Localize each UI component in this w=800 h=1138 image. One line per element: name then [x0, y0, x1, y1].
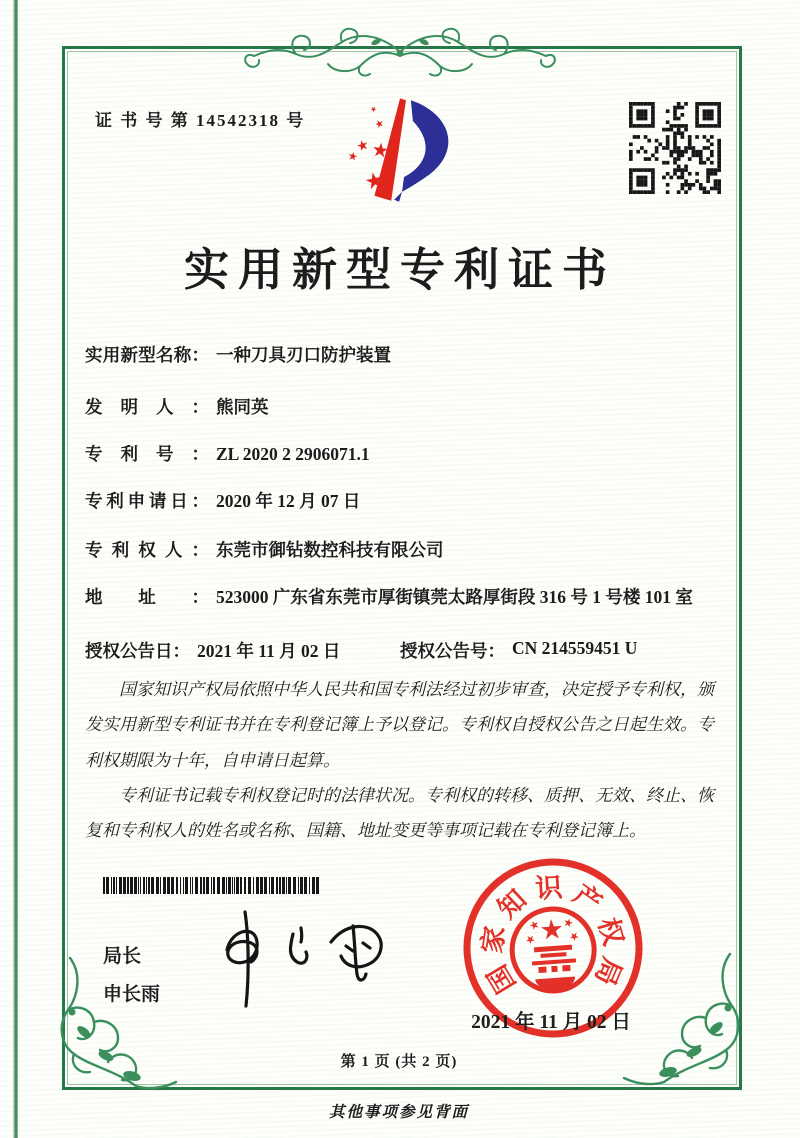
- field-row-address: [85, 584, 719, 611]
- qr-code-icon: [629, 102, 721, 194]
- legal-text-block: [85, 672, 721, 849]
- field-row-patent-number: [85, 441, 719, 468]
- grant-info-row: [85, 638, 719, 663]
- field-value: ZL 2020 2 2906071.1: [216, 444, 370, 464]
- field-row-inventor: [85, 394, 719, 421]
- grant-number-group: [400, 638, 719, 663]
- field-label: 实用新型名称：: [85, 345, 209, 365]
- certificate-title: 实用新型专利证书: [183, 245, 616, 295]
- seal-ring-char: 知: [491, 883, 533, 925]
- certificate-number: 证 书 号 第 14542318 号: [95, 111, 306, 130]
- seal-ring-char: 家: [476, 924, 511, 956]
- page-number: 第 1 页 (共 2 页): [340, 1054, 458, 1070]
- field-value: 2020 年 12 月 07 日: [216, 491, 361, 511]
- top-flourish-ornament-icon: [230, 22, 570, 78]
- legal-paragraph-2: 专利证书记载专利权登记时的法律状况。专利权的转移、质押、无效、终止、恢复和专利权人的姓名或名称、国籍、地址变更等事项记载在专利登记簿上。: [85, 786, 714, 841]
- field-label: 专利权人：: [85, 540, 209, 560]
- seal-ring-char: 识: [534, 872, 564, 905]
- seal-ring-char: 产: [567, 878, 608, 919]
- field-label: 发明人：: [85, 397, 209, 417]
- grant-date-group: [85, 638, 400, 663]
- field-value: 东莞市御钻数控科技有限公司: [216, 540, 444, 560]
- scan-edge-strip: [13, 0, 18, 1138]
- signature-handwriting-icon: [205, 898, 415, 1013]
- signatory-title: 局长: [103, 946, 142, 967]
- grant-date-label: 授权公告日：: [85, 641, 190, 661]
- signatory-name: 申长雨: [103, 984, 161, 1005]
- national-emblem-icon: [509, 906, 597, 994]
- seal-ring-char: 国: [481, 959, 522, 999]
- field-label: 专利申请日：: [85, 491, 209, 511]
- field-value: 熊同英: [216, 397, 269, 417]
- field-label: 地址：: [85, 587, 209, 607]
- grant-number-value: CN 214559451 U: [512, 638, 638, 658]
- seal-date: 2021 年 11 月 02 日: [471, 1012, 631, 1033]
- barcode-icon: [103, 877, 321, 894]
- grant-date-value: 2021 年 11 月 02 日: [197, 641, 341, 661]
- field-label: 专利号：: [85, 444, 209, 464]
- grant-number-label: 授权公告号：: [400, 641, 505, 661]
- seal-ring-char: 权: [592, 914, 629, 949]
- field-value: 一种刀具刃口防护装置: [216, 345, 391, 365]
- legal-paragraph-1: 国家知识产权局依照中华人民共和国专利法经过初步审查，决定授予专利权，颁发实用新型专利证书并在专利登记簿上予以登记。专利权自授权公告之日起生效。专利权期限为十年，自申请日起算。: [85, 680, 714, 770]
- official-seal-icon: [441, 836, 665, 1060]
- field-row-filing-date: [85, 488, 719, 515]
- field-row-patentee: [85, 537, 719, 564]
- back-side-note: 其他事项参见背面: [328, 1104, 469, 1121]
- field-row-utility-model-name: [85, 342, 719, 369]
- field-value: 523000 广东省东莞市厚街镇莞太路厚街段 316 号 1 号楼 101 室: [216, 587, 693, 607]
- seal-ring-char: 局: [589, 953, 628, 990]
- signatory-block: [103, 938, 160, 1014]
- cnipa-logo-icon: [340, 94, 468, 208]
